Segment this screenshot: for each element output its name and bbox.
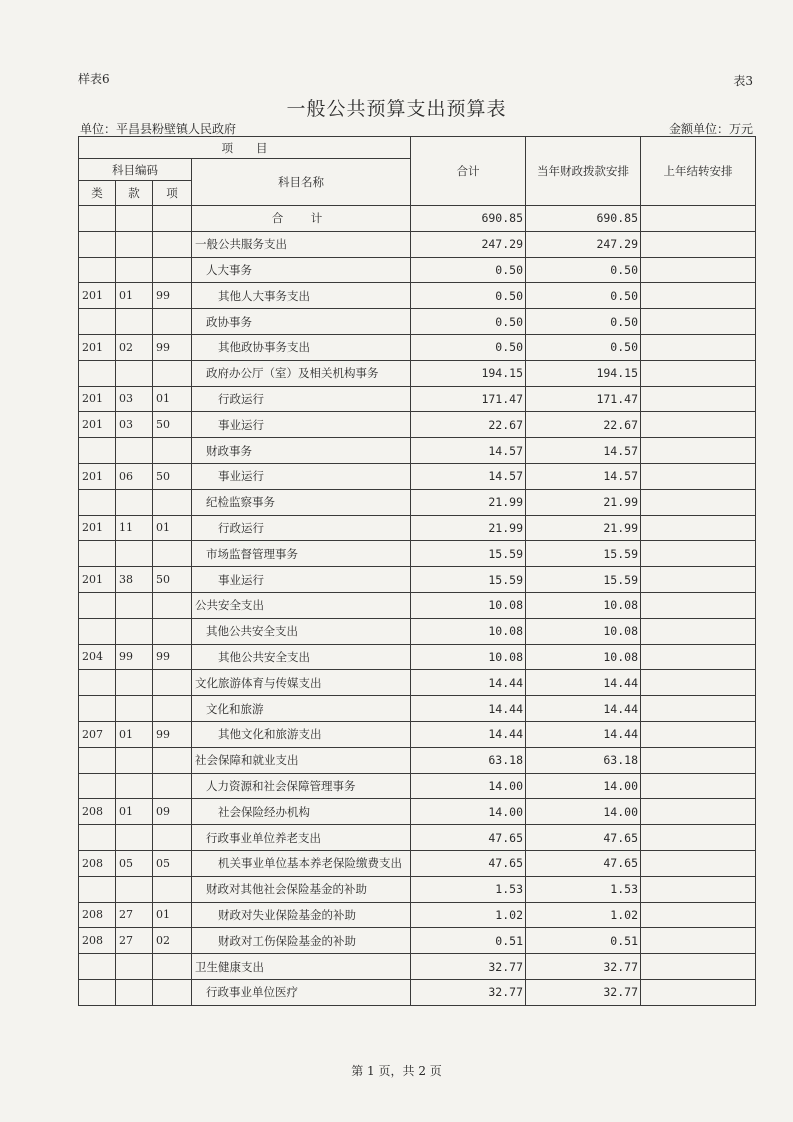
table-row <box>79 618 756 644</box>
cell-carryover <box>641 928 756 954</box>
cell-section <box>116 309 153 335</box>
cell-total: 32.77 <box>411 954 526 980</box>
subject-name-text: 政府办公厅（室）及相关机构事务 <box>206 366 379 381</box>
cell-section <box>116 747 153 773</box>
cell-carryover <box>641 670 756 696</box>
cell-class <box>79 773 116 799</box>
cell-subject-name <box>192 799 411 825</box>
cell-carryover <box>641 721 756 747</box>
cell-entry: 99 <box>153 644 192 670</box>
cell-class: 208 <box>79 850 116 876</box>
table-row <box>79 928 756 954</box>
cell-subject-name <box>192 902 411 928</box>
cell-current: 14.00 <box>526 799 641 825</box>
cell-section <box>116 825 153 851</box>
table-body <box>79 206 756 1006</box>
cell-entry <box>153 257 192 283</box>
cell-class: 208 <box>79 799 116 825</box>
cell-carryover <box>641 257 756 283</box>
cell-entry <box>153 670 192 696</box>
cell-entry <box>153 979 192 1005</box>
cell-section: 05 <box>116 850 153 876</box>
cell-current: 14.57 <box>526 463 641 489</box>
cell-total: 1.02 <box>411 902 526 928</box>
cell-class <box>79 206 116 232</box>
cell-carryover <box>641 644 756 670</box>
cell-class <box>79 618 116 644</box>
subject-name-text: 市场监督管理事务 <box>206 546 298 561</box>
subject-name-text: 社会保险经办机构 <box>218 804 310 819</box>
cell-current: 171.47 <box>526 386 641 412</box>
table-row <box>79 515 756 541</box>
header-entry: 项 <box>153 181 192 206</box>
page-footer: 第 1 页，共 2 页 <box>351 1064 442 1078</box>
cell-entry: 50 <box>153 567 192 593</box>
cell-subject-name <box>192 567 411 593</box>
cell-total: 171.47 <box>411 386 526 412</box>
table-row <box>79 670 756 696</box>
cell-subject-name <box>192 850 411 876</box>
cell-subject-name <box>192 644 411 670</box>
cell-entry: 09 <box>153 799 192 825</box>
cell-carryover <box>641 592 756 618</box>
table-row <box>79 644 756 670</box>
subject-name-text: 财政对工伤保险基金的补助 <box>218 933 356 948</box>
cell-entry <box>153 773 192 799</box>
table-row <box>79 902 756 928</box>
cell-total: 63.18 <box>411 747 526 773</box>
cell-total: 10.08 <box>411 644 526 670</box>
cell-total: 47.65 <box>411 850 526 876</box>
subject-name-text: 行政运行 <box>218 391 264 406</box>
cell-current: 15.59 <box>526 567 641 593</box>
cell-section: 38 <box>116 567 153 593</box>
table-row <box>79 567 756 593</box>
subject-name-text: 公共安全支出 <box>195 598 264 613</box>
subject-name-text: 纪检监察事务 <box>206 495 275 510</box>
cell-current: 47.65 <box>526 850 641 876</box>
cell-class: 208 <box>79 928 116 954</box>
cell-section <box>116 876 153 902</box>
cell-current: 14.44 <box>526 721 641 747</box>
cell-entry <box>153 206 192 232</box>
table-row <box>79 825 756 851</box>
cell-subject-name <box>192 489 411 515</box>
cell-entry <box>153 360 192 386</box>
cell-total: 247.29 <box>411 231 526 257</box>
cell-subject-name <box>192 747 411 773</box>
cell-section: 01 <box>116 721 153 747</box>
cell-carryover <box>641 463 756 489</box>
cell-class: 201 <box>79 334 116 360</box>
cell-subject-name <box>192 438 411 464</box>
table-row <box>79 438 756 464</box>
cell-carryover <box>641 515 756 541</box>
cell-carryover <box>641 696 756 722</box>
cell-total: 21.99 <box>411 515 526 541</box>
cell-class <box>79 696 116 722</box>
budget-table <box>78 136 756 1006</box>
cell-subject-name <box>192 670 411 696</box>
cell-class <box>79 747 116 773</box>
subject-name-text: 人力资源和社会保障管理事务 <box>206 778 356 793</box>
cell-section <box>116 231 153 257</box>
cell-current: 0.50 <box>526 334 641 360</box>
table-row <box>79 747 756 773</box>
cell-current: 1.02 <box>526 902 641 928</box>
cell-entry <box>153 541 192 567</box>
cell-subject-name <box>192 463 411 489</box>
cell-entry: 99 <box>153 334 192 360</box>
cell-total: 32.77 <box>411 979 526 1005</box>
cell-current: 47.65 <box>526 825 641 851</box>
cell-subject-name <box>192 618 411 644</box>
cell-total: 47.65 <box>411 825 526 851</box>
cell-section: 02 <box>116 334 153 360</box>
header-carryover: 上年结转安排 <box>641 137 756 206</box>
cell-total: 0.50 <box>411 283 526 309</box>
subject-name-text: 其他公共安全支出 <box>218 649 310 664</box>
subject-name-text: 人大事务 <box>206 262 252 277</box>
cell-total: 14.00 <box>411 773 526 799</box>
cell-subject-name <box>192 386 411 412</box>
page-title: 一般公共预算支出预算表 <box>286 98 507 120</box>
cell-class: 201 <box>79 412 116 438</box>
header-total: 合计 <box>411 137 526 206</box>
table-row <box>79 283 756 309</box>
total-label: 合 计 <box>192 206 411 232</box>
cell-current: 0.50 <box>526 309 641 335</box>
cell-total: 0.50 <box>411 257 526 283</box>
cell-section <box>116 257 153 283</box>
table-row <box>79 386 756 412</box>
subject-name-text: 其他人大事务支出 <box>218 288 310 303</box>
cell-current: 14.44 <box>526 670 641 696</box>
header-class: 类 <box>79 181 116 206</box>
cell-carryover <box>641 412 756 438</box>
cell-section: 99 <box>116 644 153 670</box>
subject-name-text: 事业运行 <box>218 469 264 484</box>
cell-carryover <box>641 902 756 928</box>
subject-name-text: 政协事务 <box>206 314 252 329</box>
cell-current: 21.99 <box>526 515 641 541</box>
cell-section <box>116 670 153 696</box>
table-row <box>79 721 756 747</box>
cell-subject-name <box>192 592 411 618</box>
cell-subject-name <box>192 825 411 851</box>
cell-entry <box>153 876 192 902</box>
cell-current: 0.50 <box>526 257 641 283</box>
form-number: 样表6 <box>78 72 110 86</box>
cell-subject-name <box>192 515 411 541</box>
cell-class <box>79 489 116 515</box>
cell-section <box>116 954 153 980</box>
cell-class: 208 <box>79 902 116 928</box>
cell-class <box>79 541 116 567</box>
subject-name-text: 财政对失业保险基金的补助 <box>218 907 356 922</box>
cell-carryover <box>641 489 756 515</box>
cell-entry: 01 <box>153 902 192 928</box>
cell-class <box>79 876 116 902</box>
cell-section: 06 <box>116 463 153 489</box>
cell-total: 194.15 <box>411 360 526 386</box>
cell-current: 15.59 <box>526 541 641 567</box>
table-row <box>79 360 756 386</box>
cell-class: 201 <box>79 515 116 541</box>
cell-subject-name <box>192 876 411 902</box>
subject-name-text: 其他政协事务支出 <box>218 340 310 355</box>
cell-entry: 01 <box>153 515 192 541</box>
cell-section <box>116 360 153 386</box>
cell-class <box>79 954 116 980</box>
cell-class: 204 <box>79 644 116 670</box>
cell-entry <box>153 592 192 618</box>
cell-class: 201 <box>79 463 116 489</box>
cell-total: 0.51 <box>411 928 526 954</box>
cell-section <box>116 206 153 232</box>
cell-subject-name <box>192 283 411 309</box>
cell-class <box>79 231 116 257</box>
cell-current: 14.44 <box>526 696 641 722</box>
cell-carryover <box>641 231 756 257</box>
cell-section: 03 <box>116 386 153 412</box>
cell-carryover <box>641 334 756 360</box>
cell-subject-name <box>192 257 411 283</box>
cell-entry <box>153 489 192 515</box>
subject-name-text: 其他公共安全支出 <box>206 624 298 639</box>
cell-total: 1.53 <box>411 876 526 902</box>
header-code-group: 科目编码 <box>79 159 192 181</box>
table-row <box>79 876 756 902</box>
cell-section: 27 <box>116 928 153 954</box>
subject-name-text: 社会保障和就业支出 <box>195 753 299 768</box>
cell-carryover <box>641 283 756 309</box>
cell-total: 14.00 <box>411 799 526 825</box>
cell-total: 0.50 <box>411 309 526 335</box>
table-row <box>79 257 756 283</box>
cell-current: 14.00 <box>526 773 641 799</box>
subject-name-text: 行政事业单位医疗 <box>206 985 298 1000</box>
cell-entry: 50 <box>153 412 192 438</box>
cell-total: 14.44 <box>411 696 526 722</box>
cell-total: 10.08 <box>411 592 526 618</box>
cell-class: 201 <box>79 567 116 593</box>
cell-subject-name <box>192 412 411 438</box>
cell-class <box>79 360 116 386</box>
cell-current: 21.99 <box>526 489 641 515</box>
cell-subject-name <box>192 773 411 799</box>
header-item: 项 目 <box>79 137 411 159</box>
cell-section <box>116 696 153 722</box>
cell-current: 32.77 <box>526 979 641 1005</box>
table-row <box>79 489 756 515</box>
cell-entry: 50 <box>153 463 192 489</box>
cell-subject-name <box>192 541 411 567</box>
cell-carryover <box>641 360 756 386</box>
cell-entry <box>153 309 192 335</box>
cell-carryover <box>641 876 756 902</box>
cell-current: 10.08 <box>526 618 641 644</box>
cell-current: 194.15 <box>526 360 641 386</box>
cell-carryover <box>641 825 756 851</box>
cell-total: 14.44 <box>411 721 526 747</box>
cell-current: 1.53 <box>526 876 641 902</box>
table-row <box>79 541 756 567</box>
cell-total: 22.67 <box>411 412 526 438</box>
cell-current: 247.29 <box>526 231 641 257</box>
table-row <box>79 696 756 722</box>
cell-section: 03 <box>116 412 153 438</box>
cell-entry <box>153 954 192 980</box>
header-section: 款 <box>116 181 153 206</box>
cell-class: 201 <box>79 386 116 412</box>
table-number: 表3 <box>733 74 753 88</box>
cell-total: 15.59 <box>411 541 526 567</box>
cell-carryover <box>641 850 756 876</box>
cell-section <box>116 979 153 1005</box>
cell-total: 14.57 <box>411 438 526 464</box>
subject-name-text: 行政运行 <box>218 520 264 535</box>
cell-class <box>79 309 116 335</box>
cell-subject-name <box>192 334 411 360</box>
cell-current: 22.67 <box>526 412 641 438</box>
table-row <box>79 309 756 335</box>
cell-carryover <box>641 618 756 644</box>
cell-entry: 05 <box>153 850 192 876</box>
cell-class <box>79 438 116 464</box>
cell-class: 201 <box>79 283 116 309</box>
cell-subject-name <box>192 954 411 980</box>
subject-name-text: 财政事务 <box>206 443 252 458</box>
total-amount: 690.85 <box>411 206 526 232</box>
cell-carryover <box>641 309 756 335</box>
subject-name-text: 机关事业单位基本养老保险缴费支出 <box>218 856 402 871</box>
cell-subject-name <box>192 309 411 335</box>
cell-section <box>116 489 153 515</box>
cell-total: 0.50 <box>411 334 526 360</box>
cell-total: 14.57 <box>411 463 526 489</box>
cell-current: 0.51 <box>526 928 641 954</box>
subject-name-text: 卫生健康支出 <box>195 959 264 974</box>
cell-class <box>79 592 116 618</box>
total-row <box>79 206 756 232</box>
cell-class <box>79 979 116 1005</box>
cell-carryover <box>641 979 756 1005</box>
cell-class <box>79 257 116 283</box>
cell-class <box>79 670 116 696</box>
subject-name-text: 事业运行 <box>218 417 264 432</box>
cell-total: 15.59 <box>411 567 526 593</box>
cell-entry: 02 <box>153 928 192 954</box>
cell-current: 32.77 <box>526 954 641 980</box>
cell-section <box>116 438 153 464</box>
cell-total: 10.08 <box>411 618 526 644</box>
cell-entry <box>153 696 192 722</box>
cell-section: 01 <box>116 283 153 309</box>
cell-current: 10.08 <box>526 644 641 670</box>
cell-carryover <box>641 954 756 980</box>
cell-entry <box>153 618 192 644</box>
amount-unit-label: 金额单位：万元 <box>668 122 753 136</box>
cell-section: 01 <box>116 799 153 825</box>
cell-section <box>116 773 153 799</box>
cell-subject-name <box>192 231 411 257</box>
table-row <box>79 979 756 1005</box>
cell-current: 63.18 <box>526 747 641 773</box>
cell-total: 21.99 <box>411 489 526 515</box>
table-row <box>79 334 756 360</box>
cell-carryover <box>641 438 756 464</box>
unit-label: 单位：平昌县粉壁镇人民政府 <box>80 122 237 136</box>
table-row <box>79 850 756 876</box>
table-row <box>79 231 756 257</box>
table-row <box>79 773 756 799</box>
cell-carryover <box>641 799 756 825</box>
table-row <box>79 412 756 438</box>
cell-entry: 01 <box>153 386 192 412</box>
cell-carryover <box>641 541 756 567</box>
cell-carryover <box>641 567 756 593</box>
cell-carryover <box>641 747 756 773</box>
cell-total: 14.44 <box>411 670 526 696</box>
table-row <box>79 799 756 825</box>
subject-name-text: 文化旅游体育与传媒支出 <box>195 675 322 690</box>
total-carryover <box>641 206 756 232</box>
subject-name-text: 一般公共服务支出 <box>195 237 287 252</box>
subject-name-text: 事业运行 <box>218 572 264 587</box>
cell-section <box>116 618 153 644</box>
cell-current: 0.50 <box>526 283 641 309</box>
cell-subject-name <box>192 979 411 1005</box>
cell-entry <box>153 231 192 257</box>
cell-subject-name <box>192 928 411 954</box>
cell-section <box>116 592 153 618</box>
cell-entry: 99 <box>153 721 192 747</box>
cell-section: 11 <box>116 515 153 541</box>
cell-entry <box>153 747 192 773</box>
cell-current: 10.08 <box>526 592 641 618</box>
cell-section <box>116 541 153 567</box>
cell-subject-name <box>192 696 411 722</box>
subject-name-text: 文化和旅游 <box>206 701 264 716</box>
total-current: 690.85 <box>526 206 641 232</box>
cell-subject-name <box>192 721 411 747</box>
subject-name-text: 行政事业单位养老支出 <box>206 830 321 845</box>
cell-class <box>79 825 116 851</box>
subject-name-text: 财政对其他社会保险基金的补助 <box>206 882 367 897</box>
cell-carryover <box>641 773 756 799</box>
table-row <box>79 592 756 618</box>
table-row <box>79 954 756 980</box>
cell-class: 207 <box>79 721 116 747</box>
cell-current: 14.57 <box>526 438 641 464</box>
table-row <box>79 463 756 489</box>
subject-name-text: 其他文化和旅游支出 <box>218 727 322 742</box>
header-current: 当年财政拨款安排 <box>526 137 641 206</box>
cell-subject-name <box>192 360 411 386</box>
cell-entry <box>153 438 192 464</box>
header-name: 科目名称 <box>192 159 411 206</box>
cell-carryover <box>641 386 756 412</box>
cell-entry <box>153 825 192 851</box>
cell-entry: 99 <box>153 283 192 309</box>
cell-section: 27 <box>116 902 153 928</box>
